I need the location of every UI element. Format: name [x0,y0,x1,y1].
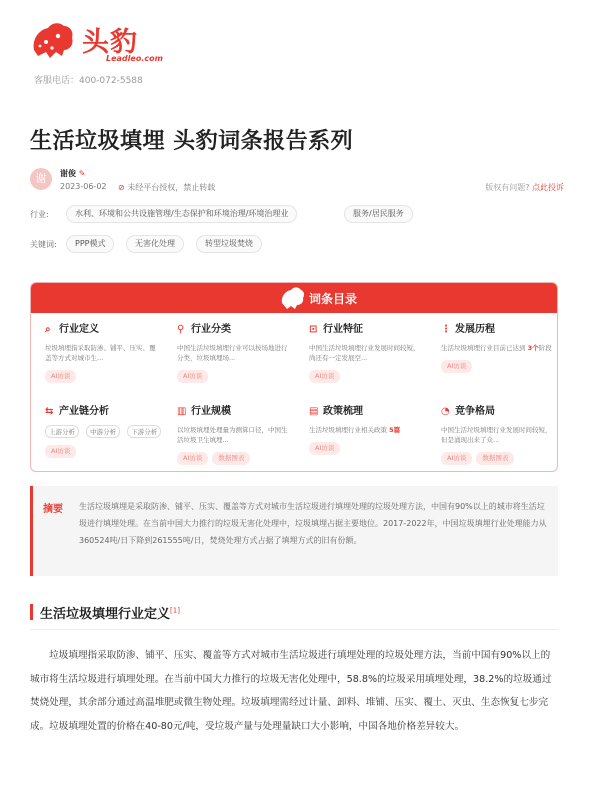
policy-icon: ▤ [309,406,319,417]
publish-date: 2023-06-02 [60,182,107,191]
leopard-icon [279,285,305,311]
item-title: 竞争格局 [455,406,495,417]
author-avatar: 谢 [30,168,52,190]
timeline-icon: ⋮ [441,324,451,335]
directory-item-history[interactable] [441,323,558,373]
ai-interview-chip[interactable]: AI访谈 [177,370,208,383]
section-title [40,603,180,622]
item-title: 行业分类 [191,324,231,335]
brand-name-en: Leadleo.com [106,54,163,63]
item-title: 行业定义 [59,324,99,335]
item-desc [309,425,421,435]
directory-title: 词条目录 [309,292,358,306]
item-title: 产业链分析 [59,406,109,417]
item-title: 行业特征 [323,324,363,335]
desc-pre: 生活垃圾填埋行业相关政策 [309,426,390,434]
notice-text: 未经平台授权，禁止转载 [127,183,216,192]
data-chart-chip[interactable]: 数据图表 [212,452,250,465]
section-title-text: 生活垃圾填埋行业定义 [40,607,171,622]
item-desc: 中国生活垃圾填埋行业发展时间较短，但是涌现出来了众... [441,426,552,444]
item-desc: 中国生活垃圾填埋行业发展时间较短，尚还有一定发展空... [309,344,420,362]
data-chart-chip[interactable]: 数据图表 [476,452,514,465]
pie-icon: ◔ [441,406,450,417]
item-title: 发展历程 [455,324,495,335]
page-title: 生活垃圾填埋 头豹词条报告系列 [30,129,354,154]
chain-icon: ⇆ [45,406,54,417]
keyword-tag[interactable]: PPP模式 [66,235,114,253]
section-accent-bar [30,604,33,620]
search-doc-icon: ⌕ [45,324,51,335]
author-name-row [60,168,86,179]
forbidden-icon: ⊘ [118,183,125,192]
item-desc: 垃圾填埋指采取防渗、铺平、压实、覆盖等方式对城市生... [45,344,156,362]
item-desc: 以垃圾填埋处理量为测算口径，中国生活垃圾卫生填埋... [177,426,288,444]
copyright-feedback [485,182,564,193]
directory-item-chain[interactable] [45,405,165,458]
item-title: 行业规模 [191,406,231,417]
directory-header [31,283,557,313]
section-divider [30,629,558,630]
hotline-text: 客服电话：400-072-5588 [34,76,143,86]
industry-label: 行业: [30,210,49,219]
ai-interview-chip[interactable]: AI访谈 [309,370,340,383]
ai-interview-chip[interactable]: AI访谈 [45,370,76,383]
brand-logo[interactable] [24,18,164,68]
ai-interview-chip[interactable]: AI访谈 [441,452,472,465]
abstract-label: 摘要 [43,504,63,515]
directory-item-classification[interactable] [177,323,297,383]
directory-item-definition[interactable] [45,323,165,383]
directory-item-scale[interactable] [177,405,297,465]
item-desc [441,343,553,353]
directory-panel [30,282,558,472]
downstream-chip[interactable]: 下游分析 [127,425,161,438]
feature-icon: ⊡ [309,324,318,335]
copyright-notice [118,182,215,193]
directory-item-features[interactable] [309,323,429,383]
keyword-tag[interactable]: 无害化处理 [126,235,184,253]
brand-name-cn: 头豹 [82,27,138,58]
bar-chart-icon: ▥ [177,406,187,417]
keyword-tag[interactable]: 转型垃圾焚烧 [196,235,262,253]
industry-tag[interactable]: 服务/居民服务 [344,205,413,223]
ai-interview-chip[interactable]: AI访谈 [441,360,472,373]
upstream-chip[interactable]: 上游分析 [45,425,79,438]
leopard-logo-icon [28,20,76,64]
industry-tag[interactable]: 水利、环境和公共设施管理/生态保护和环境治理/环境治理业 [66,205,297,223]
ai-interview-chip[interactable]: AI访谈 [45,445,76,458]
keywords-label: 关键词: [30,240,57,249]
item-title: 政策梳理 [323,406,363,417]
abstract-box [30,486,558,576]
reference-link[interactable]: [1] [170,606,180,615]
report-link[interactable]: 点此投诉 [532,183,564,192]
midstream-chip[interactable]: 中游分析 [86,425,120,438]
stage-count: 3个 [527,344,539,352]
directory-item-competition[interactable] [441,405,558,465]
policy-count: 5篇 [389,426,401,434]
verified-icon: ✎ [78,169,86,178]
ai-interview-chip[interactable]: AI访谈 [177,452,208,465]
feedback-prefix: 版权有问题? [485,183,530,192]
hierarchy-icon: ⚲ [177,324,185,335]
abstract-text: 生活垃圾填埋是采取防渗、铺平、压实、覆盖等方式对城市生活垃圾进行填埋处理的垃圾处理方法，中国有90%以上的城市将生活垃圾进行填埋处理。在当前中国大力推行的垃圾无害化处理中，垃圾填埋占据主要地位。2017-2022年，中国垃圾填埋行业处理能力从360524吨/日下降到261555吨/日，焚烧处理方式占据了填埋方式的旧有份额。 [79,502,547,545]
section-body: 垃圾填埋指采取防渗、铺平、压实、覆盖等方式对城市生活垃圾进行填埋处理的垃圾处理方法，当前中国有90%以上的城市将生活垃圾进行填埋处理。在当前中国大力推行的垃圾无害化处理中，58.8%的垃圾采用填埋处理，38.2%的垃圾通过焚烧处理，其余部分通过高温堆肥或微生物处理。垃圾填埋需经过计量、卸料、堆铺、压实、覆土、灭虫、生态恢复七步完成。垃圾填埋处置的价格在40-80元/吨，受垃圾产量与处理量缺口大小影响，中国各地价格差异较大。 [30,650,552,732]
directory-item-policy[interactable] [309,405,429,455]
ai-interview-chip[interactable]: AI访谈 [309,442,340,455]
author-name[interactable]: 谢俊 [60,169,76,178]
desc-pre: 生活垃圾填埋行业目前已达到 [441,344,528,352]
item-desc: 中国生活垃圾填埋行业可以按场地进行分类，垃圾填埋场... [177,344,288,362]
desc-post: 阶段 [538,344,552,352]
